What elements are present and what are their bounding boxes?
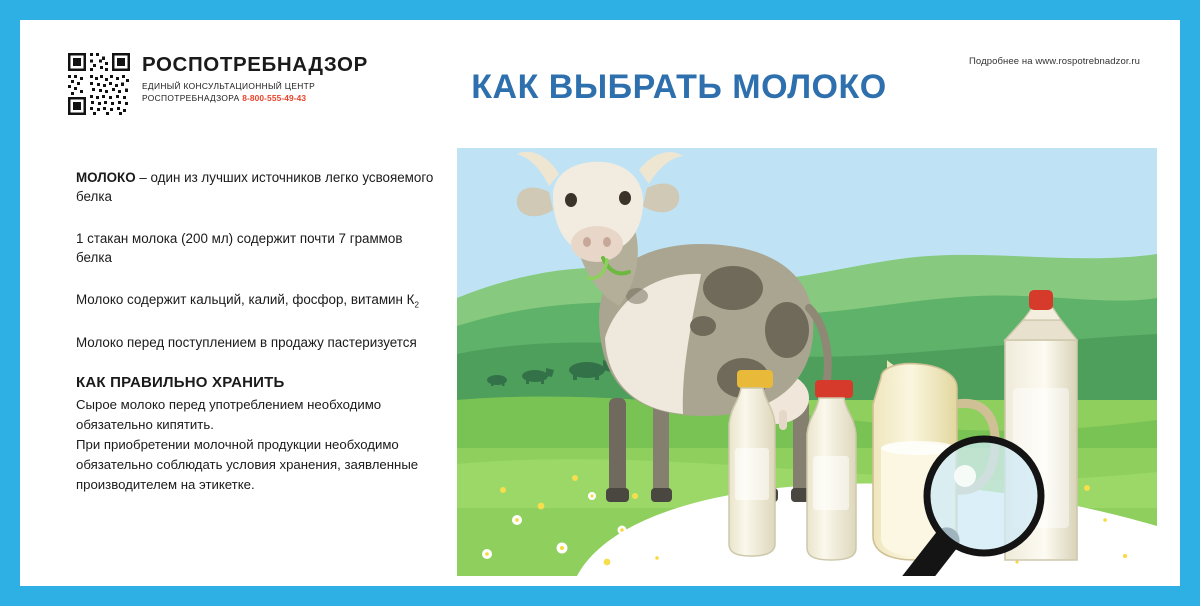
brand-subtitle-line2 — [142, 92, 368, 104]
brand-subtitle-text: РОСПОТРЕБНАДЗОРА — [142, 92, 240, 103]
cow-pasture-illustration — [457, 148, 1157, 576]
paragraph-text: – один из лучших источников легко усвояемого белка — [76, 170, 434, 205]
storage-heading: КАК ПРАВИЛЬНО ХРАНИТЬ — [76, 374, 285, 392]
site-note: Подробнее на www.rospotrebnadzor.ru — [968, 56, 1140, 67]
hotline-number: 8-800-555-49-43 — [242, 92, 307, 103]
paragraph-text: Молоко содержит кальций, калий, фосфор, витамин К — [76, 291, 415, 307]
paragraph-text: Молоко перед поступлением в продажу пастеризуется — [76, 335, 417, 351]
paragraph-minerals — [76, 290, 436, 311]
brand-name: РОСПОТРЕБНАДЗОР — [142, 53, 368, 76]
page-title: КАК ВЫБРАТЬ МОЛОКО — [471, 68, 887, 106]
content-column — [76, 168, 436, 494]
paragraph-lead: МОЛОКО — [76, 170, 136, 185]
brand-subtitle-line1: ЕДИНЫЙ КОНСУЛЬТАЦИОННЫЙ ЦЕНТР — [142, 80, 316, 91]
poster-card — [20, 20, 1180, 586]
paragraph-glass-protein — [76, 229, 436, 268]
storage-body — [76, 395, 436, 494]
paragraph-protein-source — [76, 168, 436, 207]
storage-body-line: Сырое молоко перед употреблением необходимо обязательно кипятить. — [76, 397, 382, 433]
paragraph-pasteurization — [76, 333, 436, 352]
brand-text — [142, 53, 368, 104]
paragraph-text: 1 стакан молока (200 мл) содержит почти 7 граммов белка — [76, 230, 403, 266]
storage-body-line: При приобретении молочной продукции необходимо обязательно соблюдать условия хранения, заявленные производителем на этикетке. — [76, 437, 419, 492]
vitamin-subscript: 2 — [414, 300, 419, 310]
logo-block — [68, 53, 368, 115]
qr-code-icon — [68, 53, 130, 115]
